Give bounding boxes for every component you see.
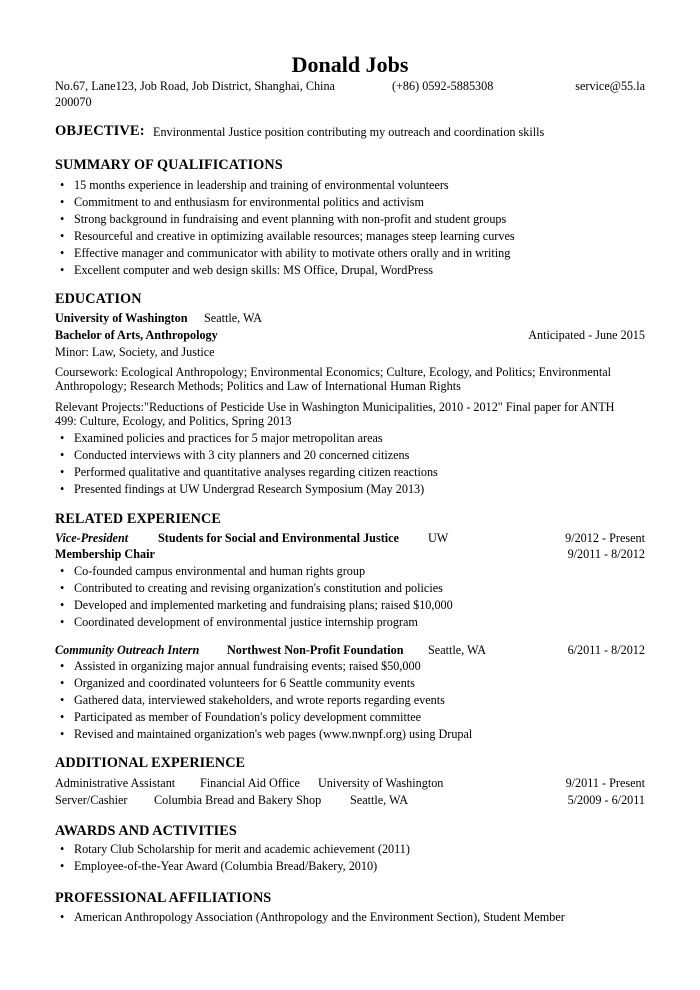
- job-location: UW: [428, 531, 449, 545]
- job-date: 9/2012 - Present: [565, 531, 645, 545]
- location: University of Washington: [318, 776, 444, 790]
- list-item: • Effective manager and communicator with ability to motivate others orally and in writing: [55, 245, 515, 262]
- job-date: 6/2011 - 8/2012: [567, 643, 645, 657]
- location: Seattle, WA: [350, 793, 408, 807]
- list-item: • Examined policies and practices for 5 major metropolitan areas: [55, 430, 438, 447]
- list-item: • Participated as member of Foundation's policy development committee: [55, 709, 472, 726]
- list-item: • Excellent computer and web design skills: MS Office, Drupal, WordPress: [55, 262, 515, 279]
- projects-line1: Relevant Projects:"Reductions of Pesticide Use in Washington Municipalities, 2010 - 2012" Final paper for ANTH: [55, 400, 615, 414]
- list-item: • Revised and maintained organization's web pages (www.nwnpf.org) using Drupal: [55, 726, 472, 743]
- minor: Minor: Law, Society, and Justice: [55, 345, 215, 359]
- job-organization: Students for Social and Environmental Justice: [158, 531, 399, 545]
- address-line1: No.67, Lane123, Job Road, Job District, Shanghai, China: [55, 79, 335, 93]
- list-item: • Assisted in organizing major annual fundraising events; raised $50,000: [55, 658, 472, 675]
- affiliations-heading: PROFESSIONAL AFFILIATIONS: [55, 890, 272, 906]
- organization: Financial Aid Office: [200, 776, 300, 790]
- job-location: Seattle, WA: [428, 643, 486, 657]
- list-item: • Developed and implemented marketing and fundraising plans; raised $10,000: [55, 597, 453, 614]
- list-item: • Co-founded campus environmental and human rights group: [55, 563, 453, 580]
- list-item: • Rotary Club Scholarship for merit and academic achievement (2011): [55, 841, 410, 858]
- school-location: Seattle, WA: [204, 311, 262, 325]
- list-item: • Contributed to creating and revising organization's constitution and policies: [55, 580, 453, 597]
- education-list: [55, 430, 438, 498]
- list-item: • Coordinated development of environmental justice internship program: [55, 614, 453, 631]
- date: 9/2011 - Present: [565, 776, 645, 790]
- list-item: • Gathered data, interviewed stakeholders, and wrote reports regarding events: [55, 692, 472, 709]
- email-address: service@55.la: [575, 79, 645, 93]
- role: Server/Cashier: [55, 793, 128, 807]
- list-item: • Resourceful and creative in optimizing available resources; manages steep learning curves: [55, 228, 515, 245]
- summary-heading: SUMMARY OF QUALIFICATIONS: [55, 157, 283, 173]
- objective-label: OBJECTIVE:: [55, 123, 145, 139]
- list-item: • Employee-of-the-Year Award (Columbia Bread/Bakery, 2010): [55, 858, 410, 875]
- list-item: • Conducted interviews with 3 city planners and 20 concerned citizens: [55, 447, 438, 464]
- objective-text: Environmental Justice position contributing my outreach and coordination skills: [153, 125, 545, 139]
- list-item: • Presented findings at UW Undergrad Research Symposium (May 2013): [55, 481, 438, 498]
- job-title-secondary: Membership Chair: [55, 547, 155, 561]
- list-item: • 15 months experience in leadership and training of environmental volunteers: [55, 177, 515, 194]
- phone-number: (+86) 0592-5885308: [392, 79, 494, 93]
- list-item: • American Anthropology Association (Anthropology and the Environment Section), Student Member: [55, 909, 565, 926]
- list-item: • Organized and coordinated volunteers for 6 Seattle community events: [55, 675, 472, 692]
- awards-list: [55, 841, 410, 875]
- role: Administrative Assistant: [55, 776, 176, 790]
- summary-list: [55, 177, 515, 278]
- projects-line2: 499: Culture, Ecology, and Politics, Spring 2013: [55, 414, 292, 428]
- date: 5/2009 - 6/2011: [567, 793, 645, 807]
- additional-heading: ADDITIONAL EXPERIENCE: [55, 755, 246, 771]
- organization: Columbia Bread and Bakery Shop: [154, 793, 322, 807]
- job-title: Community Outreach Intern: [55, 643, 200, 657]
- job-organization: Northwest Non-Profit Foundation: [227, 643, 404, 657]
- list-item: • Performed qualitative and quantitative analyses regarding citizen reactions: [55, 464, 438, 481]
- list-item: • Strong background in fundraising and event planning with non-profit and student groups: [55, 211, 515, 228]
- education-heading: EDUCATION: [55, 291, 142, 307]
- school-name: University of Washington: [55, 311, 188, 325]
- address-line2: 200070: [55, 95, 92, 109]
- coursework-line2: Anthropology; Research Methods; Politics and Law of International Human Rights: [55, 379, 461, 393]
- job1-list: [55, 563, 453, 631]
- job-title: Vice-President: [55, 531, 129, 545]
- affiliations-list: [55, 909, 565, 926]
- job2-list: [55, 658, 472, 743]
- list-item: • Commitment to and enthusiasm for environmental politics and activism: [55, 194, 515, 211]
- coursework-line1: Coursework: Ecological Anthropology; Environmental Economics; Culture, Ecology, and Politics; Environmental: [55, 365, 612, 379]
- awards-heading: AWARDS AND ACTIVITIES: [55, 823, 237, 839]
- resume-name: Donald Jobs: [291, 52, 409, 77]
- job-date-secondary: 9/2011 - 8/2012: [567, 547, 645, 561]
- degree-date: Anticipated - June 2015: [528, 328, 645, 342]
- degree: Bachelor of Arts, Anthropology: [55, 328, 218, 342]
- related-heading: RELATED EXPERIENCE: [55, 511, 221, 527]
